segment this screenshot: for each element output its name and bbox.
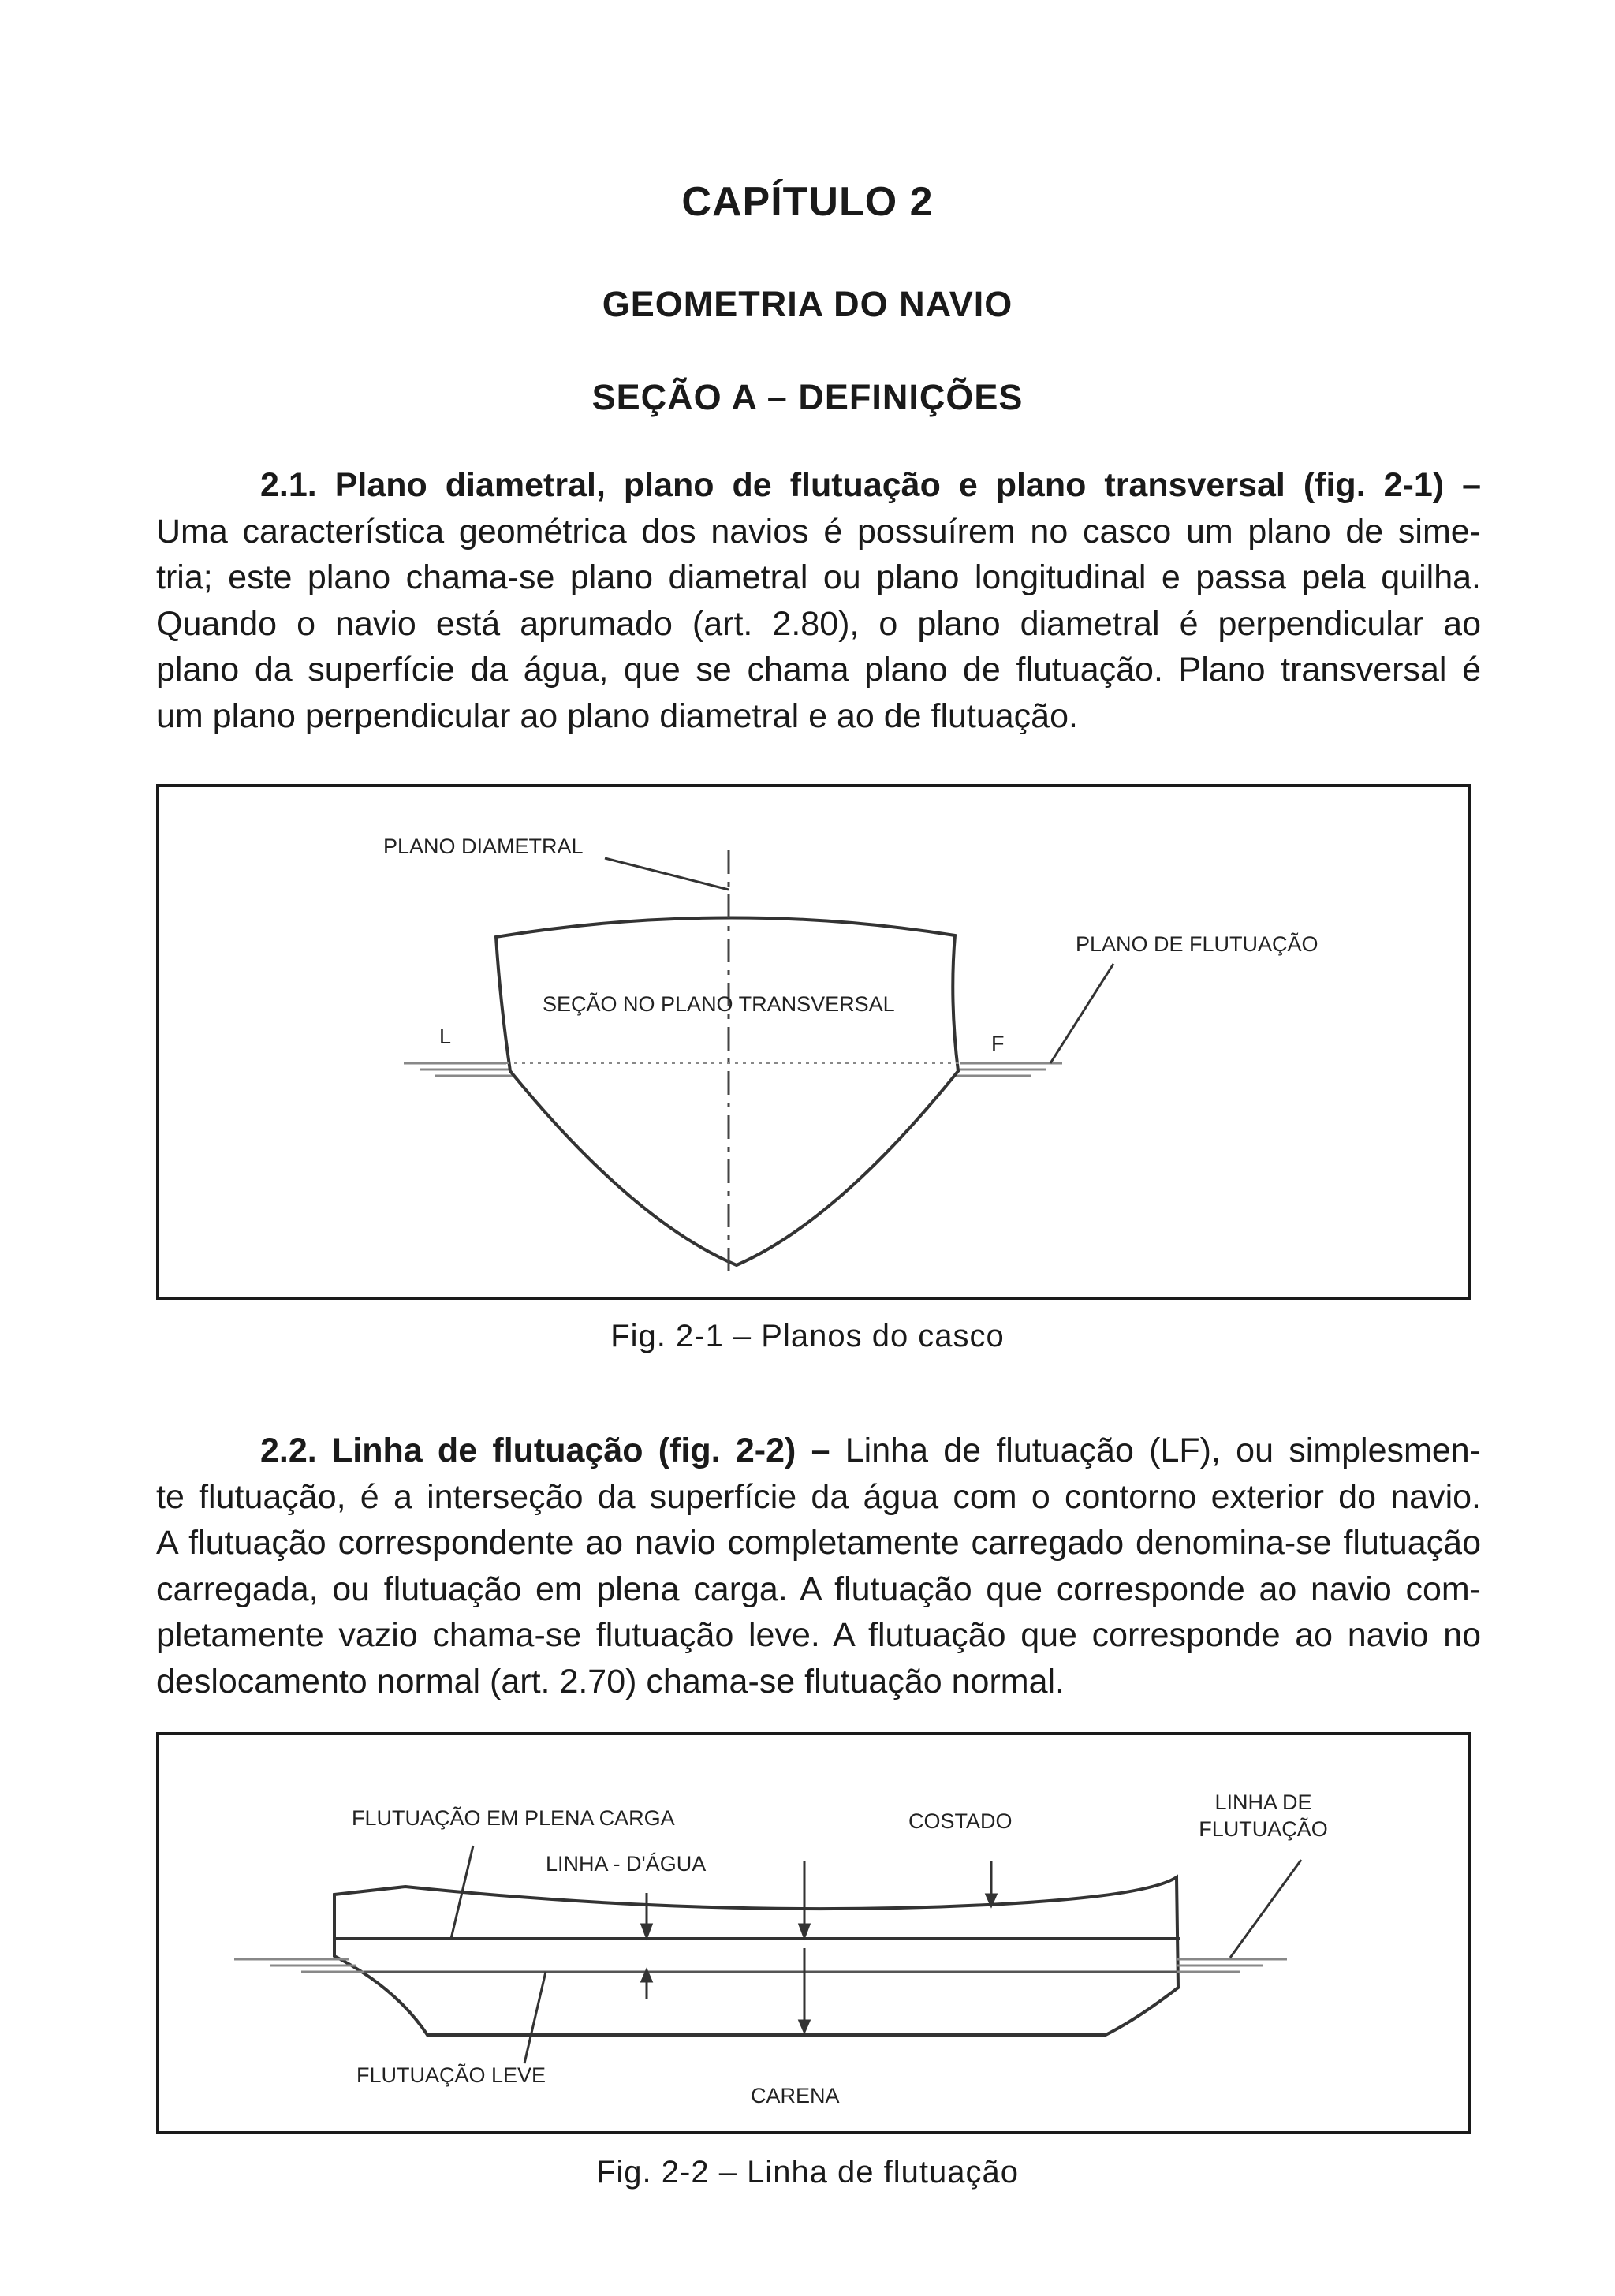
text-line: Quando o navio está aprumado (art. 2.80), o plano diametral é perpendicular ao <box>156 604 1481 643</box>
text-line: deslocamento normal (art. 2.70) chama-se flutuação normal. <box>156 1662 1065 1701</box>
figure-2-1 <box>156 784 1471 1300</box>
arrow-carena <box>800 1861 809 2032</box>
leader-linha-flutuacao <box>1230 1860 1301 1958</box>
figure-2-1-caption: Fig. 2-1 – Planos do casco <box>610 1319 1005 1353</box>
label-l: L <box>439 1025 452 1048</box>
label-flutuacao-leve: FLUTUAÇÃO LEVE <box>356 2063 546 2087</box>
text-line: Uma característica geométrica dos navios é possuírem no casco um plano de sime- <box>156 512 1481 551</box>
label-costado: COSTADO <box>908 1809 1013 1833</box>
leader-flutuacao-leve <box>524 1972 546 2063</box>
label-carena: CARENA <box>751 2084 840 2107</box>
figure-2-2-caption: Fig. 2-2 – Linha de flutuação <box>595 2155 1019 2190</box>
chapter-subtitle: GEOMETRIA DO NAVIO <box>602 284 1013 324</box>
waterline-diagram <box>159 1735 1475 2137</box>
label-plano-diametral: PLANO DIAMETRAL <box>383 834 584 858</box>
figure-2-2 <box>156 1732 1471 2134</box>
label-linha-dagua: LINHA - D'ÁGUA <box>546 1852 707 1876</box>
text-line: um plano perpendicular ao plano diametral e ao de flutuação. <box>156 696 1078 735</box>
paragraph-heading-line <box>156 462 1481 509</box>
text-line: plano da superfície da água, que se chama plano de flutuação. Plano transversal é <box>156 651 1481 689</box>
label-f: F <box>991 1032 1005 1055</box>
leader-plano-diametral <box>605 858 729 890</box>
arrow-costado <box>987 1861 996 1906</box>
water-surface-right <box>956 1063 1062 1076</box>
text-line: tria; este plano chama-se plano diametral ou plano longitudinal e passa pela quilha. <box>156 558 1481 596</box>
section-title: SEÇÃO A – DEFINIÇÕES <box>591 377 1024 417</box>
water-surface-left <box>404 1063 513 1076</box>
arrow-linha-dagua <box>642 1893 651 1999</box>
text-line: A flutuação correspondente ao navio completamente carregado denomina-se flutuação <box>156 1524 1481 1562</box>
paragraph-2-2 <box>156 1428 1481 1704</box>
paragraph-2-1 <box>156 462 1481 739</box>
leader-plano-flutuacao <box>1050 964 1113 1063</box>
label-linha-de: LINHA DE <box>1214 1790 1312 1814</box>
heading-2-1: 2.1. Plano diametral, plano de flutuação e plano transversal (fig. 2-1) – <box>260 466 1481 504</box>
text-fragment: Linha de flutuação (LF), ou simplesmen- <box>830 1432 1481 1469</box>
label-plena-carga: FLUTUAÇÃO EM PLENA CARGA <box>352 1806 675 1830</box>
text-line: pletamente vazio chama-se flutuação leve. A flutuação que corresponde ao navio no <box>156 1616 1481 1654</box>
text-line: te flutuação, é a interseção da superfície da água com o contorno exterior do navio. <box>156 1477 1481 1516</box>
label-secao-transversal: SEÇÃO NO PLANO TRANSVERSAL <box>543 992 895 1016</box>
text-line: carregada, ou flutuação em plena carga. A flutuação que corresponde ao navio com- <box>156 1570 1481 1608</box>
hull-planes-diagram <box>159 787 1475 1303</box>
hull-section-outline <box>496 917 958 1265</box>
water-surface-right <box>1177 1959 1287 1972</box>
label-plano-flutuacao: PLANO DE FLUTUAÇÃO <box>1076 932 1318 956</box>
heading-2-2: 2.2. Linha de flutuação (fig. 2-2) – <box>260 1432 830 1469</box>
chapter-title: CAPÍTULO 2 <box>681 179 934 225</box>
label-flutuacao: FLUTUAÇÃO <box>1199 1817 1328 1841</box>
paragraph-heading-line <box>156 1428 1481 1474</box>
